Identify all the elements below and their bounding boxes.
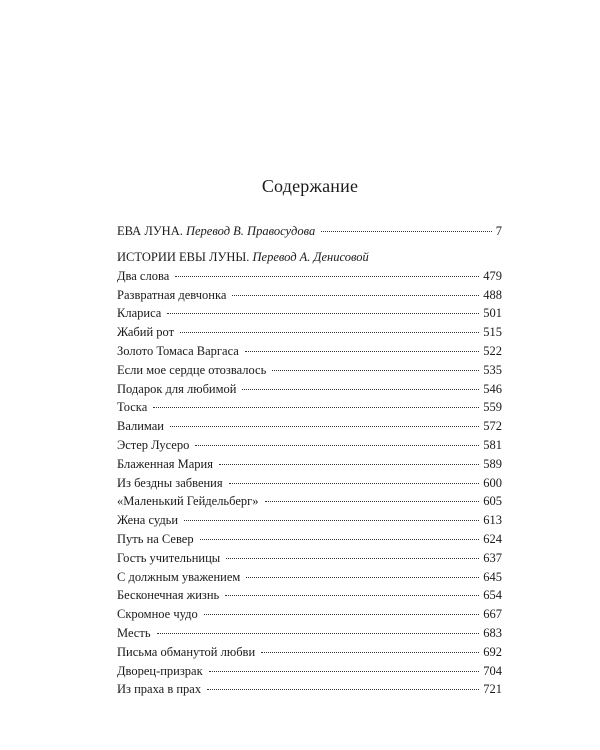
toc-entry-title: Скромное чудо bbox=[117, 607, 198, 622]
dot-leader bbox=[209, 671, 480, 672]
page-number: 624 bbox=[483, 531, 502, 546]
page-number: 600 bbox=[483, 475, 502, 490]
page-number: 654 bbox=[483, 588, 502, 603]
dot-leader bbox=[261, 652, 479, 653]
toc-entry-title: Путь на Север bbox=[117, 531, 194, 546]
page-number: 683 bbox=[483, 625, 502, 640]
toc-entry-title: Развратная девчонка bbox=[117, 287, 227, 302]
toc-entry bbox=[117, 323, 502, 342]
toc-entry bbox=[117, 436, 502, 455]
dot-leader bbox=[229, 483, 480, 484]
toc-entry-title: Валимаи bbox=[117, 419, 164, 434]
toc-entry-title: Золото Томаса Варгаса bbox=[117, 343, 239, 358]
toc-entry-title: Эстер Лусеро bbox=[117, 437, 190, 452]
toc-entry bbox=[117, 568, 502, 587]
part-title: ИСТОРИИ ЕВЫ ЛУНЫ. bbox=[117, 250, 250, 264]
toc-entry bbox=[117, 624, 502, 643]
toc-entry-title: Блаженная Мария bbox=[117, 456, 213, 471]
toc-entry bbox=[117, 361, 502, 380]
page-number: 721 bbox=[483, 682, 502, 697]
dot-leader bbox=[242, 389, 479, 390]
toc-entry bbox=[117, 549, 502, 568]
toc-part-1 bbox=[117, 222, 502, 241]
page-number: 479 bbox=[483, 268, 502, 283]
dot-leader bbox=[272, 370, 479, 371]
toc-entry bbox=[117, 586, 502, 605]
toc-entry bbox=[117, 492, 502, 511]
toc-entry bbox=[117, 530, 502, 549]
toc-entry-title: Тоска bbox=[117, 400, 148, 415]
dot-leader bbox=[246, 577, 479, 578]
toc-entry-list bbox=[117, 267, 502, 699]
toc-entry-title: Гость учительницы bbox=[117, 550, 221, 565]
toc-entry-title: Бесконечная жизнь bbox=[117, 588, 220, 603]
part-title: ЕВА ЛУНА. bbox=[117, 224, 183, 238]
toc-entry bbox=[117, 417, 502, 436]
toc-part-2 bbox=[117, 248, 502, 699]
toc-entry bbox=[117, 398, 502, 417]
toc-entry-title: Письма обманутой любви bbox=[117, 644, 256, 659]
toc-entry bbox=[117, 304, 502, 323]
dot-leader bbox=[184, 520, 479, 521]
toc-entry bbox=[117, 511, 502, 530]
toc-entry-title: Два слова bbox=[117, 268, 170, 283]
toc-entry-title: Если мое сердце отозвалось bbox=[117, 362, 267, 377]
toc-entry-title: Из бездны забвения bbox=[117, 475, 223, 490]
page-title: Содержание bbox=[261, 176, 359, 196]
toc-entry bbox=[117, 662, 502, 681]
page-number: 488 bbox=[483, 287, 502, 302]
toc-entry-label bbox=[117, 222, 315, 241]
toc-entry bbox=[117, 643, 502, 662]
page-number: 589 bbox=[483, 456, 502, 471]
toc-entry bbox=[117, 680, 502, 699]
toc-entry-title: Клариса bbox=[117, 306, 162, 321]
toc-entry-title: «Маленький Гейдельберг» bbox=[117, 494, 259, 509]
dot-leader bbox=[167, 313, 479, 314]
toc-entry-title: С должным уважением bbox=[117, 569, 241, 584]
page-number: 535 bbox=[483, 362, 502, 377]
toc-entry-title: Дворец-призрак bbox=[117, 663, 203, 678]
page-number: 515 bbox=[483, 325, 502, 340]
page-number: 613 bbox=[483, 513, 502, 528]
toc-entry bbox=[117, 342, 502, 361]
page-number: 645 bbox=[483, 569, 502, 584]
page-number: 7 bbox=[495, 224, 502, 238]
dot-leader bbox=[200, 539, 480, 540]
dot-leader bbox=[180, 332, 479, 333]
toc-entry bbox=[117, 474, 502, 493]
dot-leader bbox=[157, 633, 480, 634]
toc-part-heading bbox=[117, 248, 502, 267]
dot-leader bbox=[204, 614, 480, 615]
page-number: 581 bbox=[483, 437, 502, 452]
page-number: 559 bbox=[483, 400, 502, 415]
dot-leader bbox=[153, 407, 479, 408]
toc-entry-title: Из праха в прах bbox=[117, 682, 202, 697]
translator-credit: Перевод А. Денисовой bbox=[252, 250, 369, 264]
dot-leader bbox=[245, 351, 479, 352]
dot-leader bbox=[321, 231, 492, 232]
page-number: 692 bbox=[483, 644, 502, 659]
toc-entry-title: Жена судьи bbox=[117, 513, 179, 528]
dot-leader bbox=[219, 464, 479, 465]
toc-entry-title: Жабий рот bbox=[117, 325, 175, 340]
page-number: 546 bbox=[483, 381, 502, 396]
dot-leader bbox=[170, 426, 479, 427]
page-number: 704 bbox=[483, 663, 502, 678]
toc-entry-title: Подарок для любимой bbox=[117, 381, 237, 396]
dot-leader bbox=[195, 445, 479, 446]
toc-entry-title: Месть bbox=[117, 625, 151, 640]
dot-leader bbox=[232, 295, 479, 296]
dot-leader bbox=[175, 276, 479, 277]
translator-credit: Перевод В. Правосудова bbox=[185, 224, 316, 238]
dot-leader bbox=[226, 558, 479, 559]
toc-entry bbox=[117, 455, 502, 474]
page-number: 572 bbox=[483, 419, 502, 434]
page-number: 637 bbox=[483, 550, 502, 565]
toc-entry bbox=[117, 605, 502, 624]
page-number: 522 bbox=[483, 343, 502, 358]
toc-entry bbox=[117, 267, 502, 286]
page-number: 605 bbox=[483, 494, 502, 509]
toc-entry-part-1 bbox=[117, 222, 502, 241]
dot-leader bbox=[265, 501, 480, 502]
dot-leader bbox=[207, 689, 479, 690]
toc-entry bbox=[117, 380, 502, 399]
toc-entry bbox=[117, 286, 502, 305]
dot-leader bbox=[225, 595, 479, 596]
page-number: 667 bbox=[483, 607, 502, 622]
page-number: 501 bbox=[483, 306, 502, 321]
